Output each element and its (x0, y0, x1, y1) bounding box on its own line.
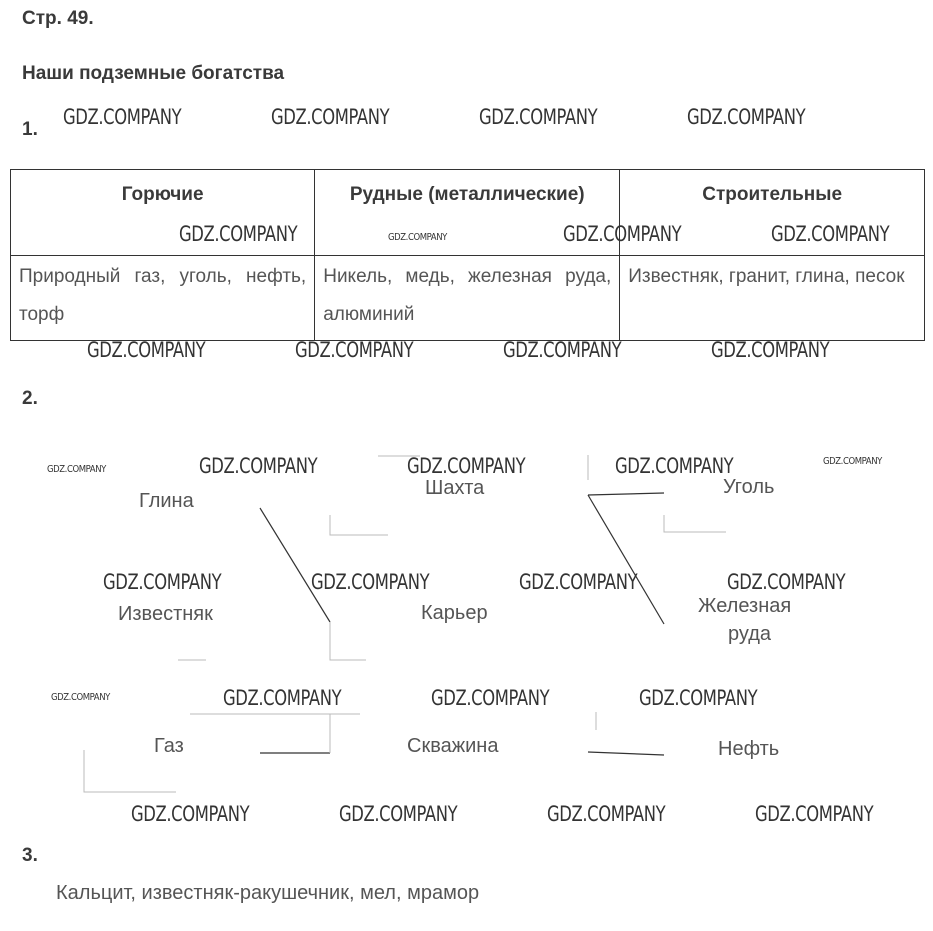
question-3-answer: Кальцит, известняк-ракушечник, мел, мрамор (56, 882, 480, 904)
watermark: GDZ.COMPANY (503, 338, 622, 362)
label-karer: Карьер (421, 602, 488, 624)
label-ugol: Уголь (723, 476, 775, 498)
header-ore: Рудные (металлические) (315, 170, 620, 256)
watermark: GDZ.COMPANY (103, 570, 222, 594)
watermark: GDZ.COMPANY (615, 454, 734, 478)
label-glina: Глина (139, 490, 194, 512)
question-2-number: 2. (22, 388, 38, 409)
watermark: GDZ.COMPANY (519, 570, 638, 594)
cell-building: Известняк, гранит, глина, песок (620, 256, 925, 341)
watermark: GDZ.COMPANY (179, 222, 298, 246)
cell-ore: Никель, медь, железная руда, алюминий (315, 256, 620, 341)
watermark: GDZ.COMPANY (223, 686, 342, 710)
header-fuel: Горючие (11, 170, 315, 256)
label-gaz: Газ (154, 735, 184, 757)
line-ugol-top (588, 493, 664, 495)
watermark: GDZ.COMPANY (51, 692, 110, 703)
label-shakhta: Шахта (425, 477, 485, 499)
watermark: GDZ.COMPANY (47, 464, 106, 475)
page-number: Стр. 49. (22, 8, 94, 29)
cell-fuel: Природный газ, уголь, нефть, торф (11, 256, 315, 341)
label-neft: Нефть (718, 738, 780, 760)
watermark: GDZ.COMPANY (131, 802, 250, 826)
watermark: GDZ.COMPANY (87, 338, 206, 362)
line-neft-skvazhina (588, 752, 664, 755)
question-3-number: 3. (22, 845, 38, 866)
watermark: GDZ.COMPANY (199, 454, 318, 478)
watermark: GDZ.COMPANY (479, 105, 598, 129)
watermark: GDZ.COMPANY (63, 105, 182, 129)
label-izvestnyak: Известняк (118, 603, 213, 625)
watermark: GDZ.COMPANY (388, 232, 447, 243)
watermark: GDZ.COMPANY (295, 338, 414, 362)
watermark: GDZ.COMPANY (823, 456, 882, 467)
label-skvazhina: Скважина (407, 735, 499, 757)
watermark: GDZ.COMPANY (339, 802, 458, 826)
watermark: GDZ.COMPANY (563, 222, 682, 246)
watermark: GDZ.COMPANY (687, 105, 806, 129)
line-ugol-shakhta (588, 495, 664, 624)
label-zheleznaya: Железная (698, 595, 792, 617)
header-building: Строительные (620, 170, 925, 256)
watermark: GDZ.COMPANY (639, 686, 758, 710)
watermark: GDZ.COMPANY (311, 570, 430, 594)
watermark: GDZ.COMPANY (431, 686, 550, 710)
watermark: GDZ.COMPANY (755, 802, 874, 826)
watermark: GDZ.COMPANY (727, 570, 846, 594)
watermark: GDZ.COMPANY (271, 105, 390, 129)
watermark: GDZ.COMPANY (711, 338, 830, 362)
page-title: Наши подземные богатства (22, 63, 285, 84)
line-glina-karer (260, 508, 330, 622)
watermark: GDZ.COMPANY (547, 802, 666, 826)
label-ruda: руда (728, 623, 772, 645)
question-1-number: 1. (22, 119, 38, 140)
watermark: GDZ.COMPANY (407, 454, 526, 478)
watermark: GDZ.COMPANY (771, 222, 890, 246)
